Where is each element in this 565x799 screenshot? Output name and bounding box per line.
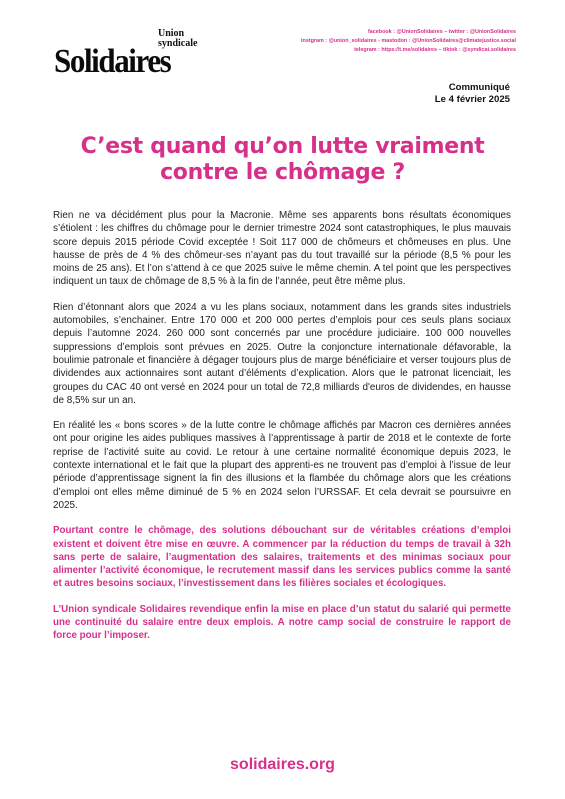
paragraph-solutions: Pourtant contre le chômage, des solutions débouchant sur de véritables créations d’emploi existent et doivent être mise en œuvre. A commencer par la réduction du temps de travail à 32h sans perte de salaire, l’augmentation des salaires, traitements et des minimas sociaux pour alimenter l’activité économique, le recrutement massif dans les services publics comme la santé et autres besoins sociaux, l’investissement dans les filières sociales et écologiques. bbox=[53, 525, 511, 590]
solidaires-logo bbox=[54, 28, 224, 80]
article-body bbox=[53, 209, 511, 655]
logo-syndicale-text: syndicale bbox=[158, 38, 198, 49]
document-date: Le 4 février 2025 bbox=[434, 94, 510, 105]
document-type: Communiqué bbox=[448, 82, 510, 93]
page-title: C’est quand qu’on lutte vraiment contre le chômage ? bbox=[80, 134, 485, 185]
logo-wordmark: Solidaires bbox=[54, 41, 171, 80]
social-line-instagram-mastodon[interactable]: instgram : @union_solidaires - mastodon : @UnionSolidaires@climatejustice.social bbox=[301, 38, 516, 44]
document-meta bbox=[435, 82, 510, 106]
social-line-facebook-twitter[interactable]: facebook : @UnionSolidaires – twitter : @UnionSolidaires bbox=[368, 29, 516, 35]
social-line-telegram-tiktok[interactable]: telegram : https://t.me/solidaires – tiktok : @syndicat.solidaires bbox=[354, 47, 516, 53]
paragraph-3: En réalité les « bons scores » de la lutte contre le chômage affichés par Macron ces dernières années ont pour origine les aides publiques massives à l’apprentissage à partir de 2018 et le contexte de forte reprise de l’activité suite au covid. Le retour à une certaine normalité économique depuis 2023, le contexte international et le fait que la plupart des apprenti-es ne trouvent pas d’emploi à l’issue de leur période d’apprentissage signent la fin des illusions et la flambée du chômage alors que les créations d’emploi ont elles même diminué de 5 % en 2024 selon l’URSSAF. Et cela devrait se poursuivre en 2025. bbox=[53, 420, 511, 511]
paragraph-2: Rien d’étonnant alors que 2024 a vu les plans sociaux, notamment dans les grands sites industriels automobiles, s’enchainer. Entre 170 000 et 200 000 pertes d’emplois pour ces seuls plans sociaux depuis l’automne 2024. 260 000 sont concernés par une procédure judiciaire. 100 000 nouvelles suppressions d’emplois sont prévues en 2025. Outre la conjoncture internationale défavorable, la boulimie patronale et financière à dégager toujours plus de marge bénéficiaire et verser toujours plus de dividendes aux actionnaires sont autant d’éléments d’explication. Alors que le patronat licenciait, les groupes du CAC 40 ont versé en 2024 pour un total de 72,8 milliards d'euros de dividendes, en hausse de 8,5% sur un an. bbox=[53, 301, 511, 406]
paragraph-1: Rien ne va décidément plus pour la Macronie. Même ses apparents bons résultats économiques s’étiolent : les chiffres du chômage pour le dernier trimestre 2024 sont catastrophiques, le plus mauvais score depuis 2015 période Covid exceptée ! Soit 117 000 de chômeurs et chômeuses en plus. Une hausse de près de 4 % des chômeur-ses n’ayant pas du tout travaillé sur la période (8,5 % pour les moins de 25 ans). Et l’on s’attend à ce que 2025 suive le même chemin. A tel point que les perspectives indiquent un taux de chômage de 8,5 % à la fin de l’année, peut être même plus. bbox=[53, 210, 511, 288]
footer-website-link[interactable]: solidaires.org bbox=[230, 756, 335, 773]
logo-union-text: Union bbox=[158, 28, 185, 39]
paragraph-demands: L’Union syndicale Solidaires revendique enfin la mise en place d’un statut du salarié qui permette une continuité du salaire entre deux emplois. A notre camp social de construire le rapport de force pour l’imposer. bbox=[53, 603, 511, 642]
social-links bbox=[301, 28, 516, 55]
